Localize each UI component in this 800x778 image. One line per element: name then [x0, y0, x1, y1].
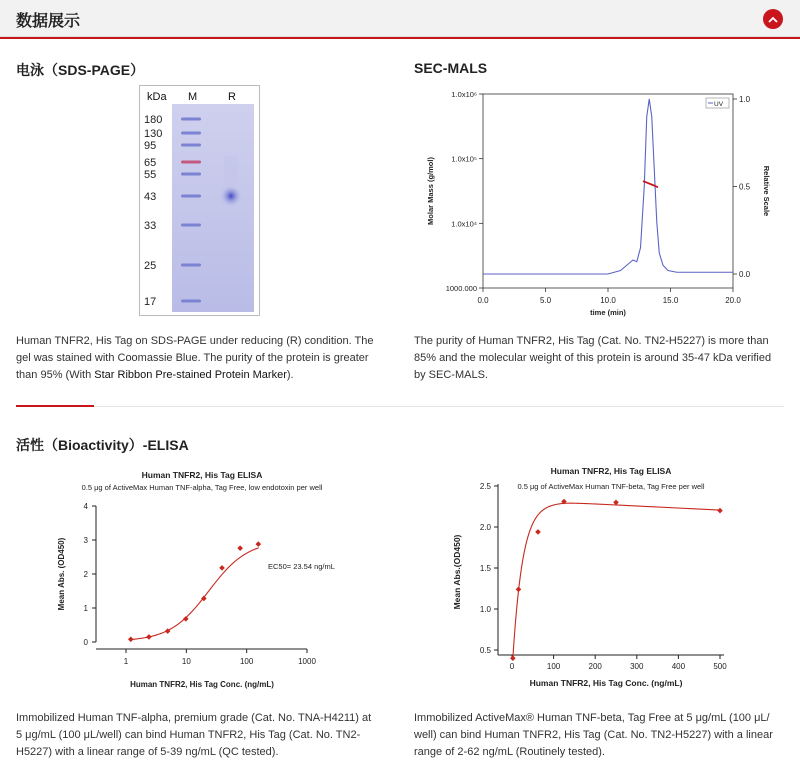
sec-y-tick-label: 1.0x10⁵ — [451, 154, 477, 164]
elisa2-chart-subtitle: 0.5 μg of ActiveMax Human TNF-beta, Tag Free per well — [517, 482, 705, 491]
section-divider — [16, 406, 784, 407]
section-header — [0, 0, 800, 37]
protein-marker-link[interactable]: Star Ribbon Pre-stained Protein Marker — [94, 369, 287, 381]
section-header-title: 数据展示 — [16, 13, 81, 30]
sec-legend-label: UV — [714, 101, 724, 108]
elisa-chart-2 — [414, 462, 784, 698]
gel-marker-label: 17 — [144, 296, 157, 308]
gel-marker-label: 65 — [144, 157, 157, 169]
sec-x-tick-label: 20.0 — [725, 296, 741, 305]
sds-desc-line-3-text: than 95% (With — [16, 369, 95, 381]
elisa2-data-point — [717, 508, 723, 514]
elisa1-desc-line-3: H5227) with a linear range of 5-39 ng/mL (QC tested). — [16, 746, 279, 758]
elisa-chart-1 — [16, 462, 396, 698]
sds-desc-line-3-end: ). — [286, 369, 294, 381]
sec-mals-description — [414, 333, 794, 384]
sec-x-tick-label: 15.0 — [662, 296, 679, 305]
elisa1-y-axis-label: Mean Abs. (OD450) — [57, 537, 66, 611]
sec-mals-chart — [414, 82, 784, 317]
elisa1-data-point — [183, 616, 189, 622]
elisa1-y-tick-label: 3 — [83, 536, 88, 545]
sec-x-tick-label: 10.0 — [600, 296, 616, 305]
sds-page-description — [16, 333, 396, 384]
elisa1-chart-subtitle: 0.5 μg of ActiveMax Human TNF-alpha, Tag Free, low endotoxin per well — [81, 483, 323, 492]
elisa2-desc-line-1: Immobilized ActiveMax® Human TNF-beta, Tag Free at 5 μg/mL (100 μL/ — [414, 712, 770, 724]
elisa1-y-tick-label: 4 — [83, 502, 88, 511]
sec-y2-tick-label: 0.5 — [739, 182, 751, 192]
collapse-button[interactable] — [763, 9, 783, 29]
sec-desc-line-2: 85% and the molecular weight of this protein is around 35-47 kDa verified — [414, 352, 772, 364]
elisa2-data-point — [510, 655, 516, 661]
gel-marker-band — [181, 195, 201, 198]
elisa2-desc-line-3: range of 2-62 ng/mL (Routinely tested). — [414, 746, 605, 758]
elisa1-y-tick-label: 0 — [83, 638, 88, 647]
sec-y2-tick-label: 0.0 — [739, 270, 751, 279]
elisa1-x-tick-label: 1 — [123, 657, 129, 666]
elisa1-desc-line-1: Immobilized Human TNF-alpha, premium grade (Cat. No. TNA-H4211) at — [16, 712, 372, 724]
gel-lane-label-kda: kDa — [147, 91, 167, 103]
elisa1-ec50-annotation: EC50= 23.54 ng/mL — [268, 562, 335, 571]
elisa2-y-axis-label: Mean Abs.(OD450) — [452, 534, 462, 610]
elisa2-x-tick-label: 400 — [671, 662, 686, 671]
sec-x-tick-label: 5.0 — [539, 296, 552, 305]
sec-y-tick-label: 1000.000 — [445, 284, 477, 293]
sec-y-tick-label: 1.0x10⁴ — [451, 219, 477, 229]
sec-desc-line-3: by SEC-MALS. — [414, 369, 488, 381]
elisa1-data-point — [237, 545, 243, 551]
elisa1-data-point — [219, 565, 225, 571]
elisa1-x-tick-label: 100 — [239, 657, 254, 666]
sec-mals-title: SEC-MALS — [414, 60, 488, 76]
elisa2-chart-title: Human TNFR2, His Tag ELISA — [550, 466, 672, 476]
sec-molar-mass-series-line — [643, 181, 658, 187]
gel-lane-label-r: R — [228, 91, 236, 103]
sec-y2-tick-label: 1.0 — [739, 95, 751, 104]
elisa2-data-point — [535, 529, 541, 535]
sds-page-title: 电泳（SDS-PAGE） — [16, 62, 145, 78]
elisa2-x-tick-label: 200 — [588, 662, 602, 671]
elisa2-x-tick-label: 300 — [630, 662, 644, 671]
elisa1-chart-title: Human TNFR2, His Tag ELISA — [141, 470, 263, 480]
sec-x-tick-label: 0.0 — [477, 296, 489, 305]
gel-marker-band — [181, 224, 201, 227]
gel-marker-label: 95 — [144, 140, 157, 152]
elisa1-desc-line-2: 5 μg/mL (100 μL/well) can bind Human TNFR2, His Tag (Cat. No. TN2- — [16, 729, 361, 741]
elisa2-y-tick-label: 0.5 — [479, 646, 491, 655]
gel-lane-label-m: M — [188, 91, 198, 103]
elisa-2-description — [414, 710, 794, 761]
elisa-1-description — [16, 710, 396, 761]
gel-marker-label: 43 — [144, 191, 157, 203]
elisa1-fit-curve — [131, 548, 259, 640]
header-accent-line — [0, 37, 800, 39]
elisa2-y-tick-label: 2.0 — [479, 523, 491, 532]
elisa2-y-tick-label: 1.0 — [479, 605, 491, 614]
elisa1-y-tick-label: 2 — [83, 570, 88, 579]
elisa2-x-tick-label: 0 — [509, 662, 515, 671]
elisa1-x-axis-label: Human TNFR2, His Tag Conc. (ng/mL) — [130, 680, 274, 689]
sec-y2-axis-label: Relative Scale — [762, 165, 771, 217]
chevron-up-icon — [768, 16, 778, 23]
elisa1-y-tick-label: 1 — [83, 604, 88, 613]
bioactivity-title: 活性（Bioactivity）-ELISA — [16, 437, 189, 453]
sec-y-tick-label: 1.0x10⁶ — [451, 90, 477, 99]
elisa1-x-tick-label: 1000 — [298, 657, 316, 666]
gel-marker-band — [181, 132, 201, 135]
elisa2-x-axis-label: Human TNFR2, His Tag Conc. (ng/mL) — [529, 678, 683, 688]
elisa2-y-tick-label: 1.5 — [479, 564, 491, 573]
sds-desc-line-1: Human TNFR2, His Tag on SDS-PAGE under reducing (R) condition. The — [16, 335, 374, 347]
gel-marker-label: 25 — [144, 260, 157, 272]
elisa2-fit-curve — [513, 503, 720, 658]
sec-y-axis-label: Molar Mass (g/mol) — [426, 157, 435, 225]
sec-desc-line-1: The purity of Human TNFR2, His Tag (Cat. No. TN2-H5227) is more than — [414, 335, 769, 347]
sec-uv-series-line — [483, 99, 733, 274]
elisa1-data-point — [146, 634, 152, 640]
sds-desc-line-2: gel was stained with Coomassie Blue. The purity of the protein is greater — [16, 352, 369, 364]
gel-sample-band — [220, 185, 242, 207]
sec-x-axis-label: time (min) — [590, 308, 626, 317]
gel-marker-band — [181, 144, 201, 147]
gel-marker-band — [181, 300, 201, 303]
gel-marker-band — [181, 173, 201, 176]
gel-marker-label: 180 — [144, 114, 163, 126]
sds-page-gel-image — [139, 85, 260, 316]
elisa2-y-tick-label: 2.5 — [479, 482, 491, 491]
elisa2-data-point — [516, 587, 522, 593]
elisa2-x-tick-label: 100 — [546, 662, 561, 671]
gel-marker-band — [181, 161, 201, 164]
elisa2-x-tick-label: 500 — [713, 662, 727, 671]
sec-plot-frame — [483, 94, 733, 288]
sds-desc-line-3 — [16, 367, 396, 384]
gel-marker-band — [181, 264, 201, 267]
elisa1-data-point — [256, 541, 262, 547]
section-divider-accent — [16, 405, 94, 407]
gel-marker-label: 33 — [144, 220, 157, 232]
elisa1-data-point — [128, 636, 134, 642]
elisa1-x-tick-label: 10 — [181, 657, 191, 666]
gel-marker-band — [181, 118, 201, 121]
gel-marker-label: 130 — [144, 128, 163, 140]
elisa2-desc-line-2: well) can bind Human TNFR2, His Tag (Cat. No. TN2-H5227) with a linear — [414, 729, 773, 741]
gel-marker-label: 55 — [144, 169, 157, 181]
